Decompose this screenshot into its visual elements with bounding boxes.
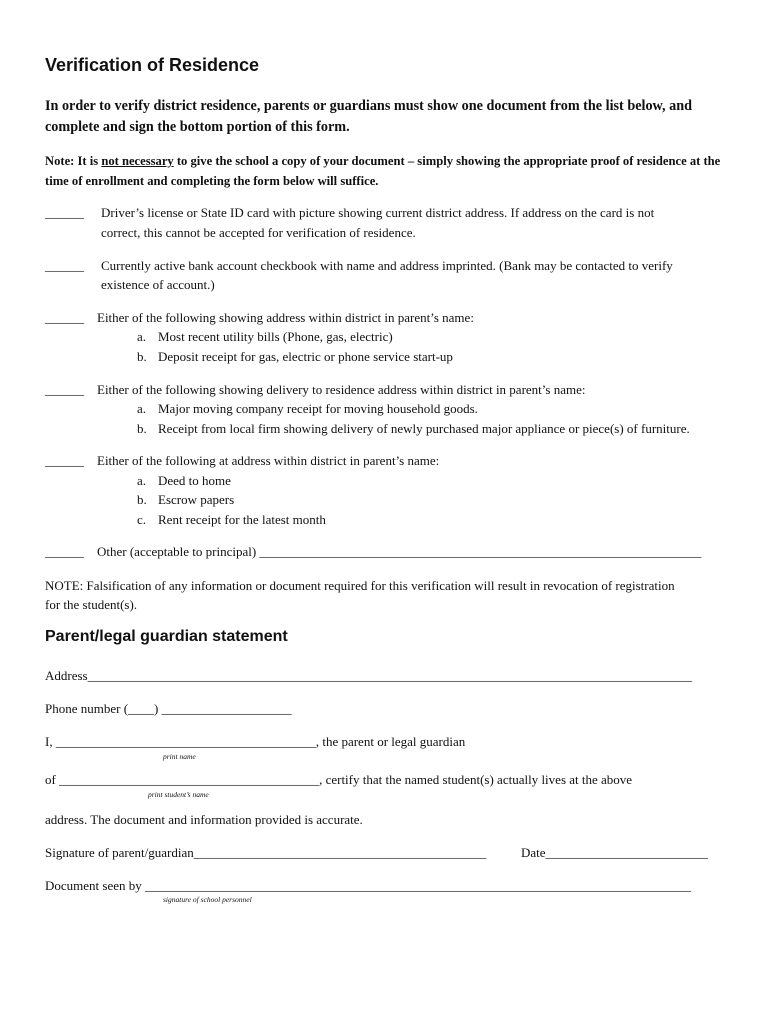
item-3-sub-b-marker: b. [137, 349, 147, 364]
note-prefix: Note: It is [45, 154, 102, 168]
item-5-sub-a-marker: a. [137, 473, 147, 488]
page-title: Verification of Residence [45, 55, 260, 75]
item-1-line-1: Driver’s license or State ID card with picture showing current district address. If address on the card is not [101, 205, 655, 220]
falsification-note-line-1: NOTE: Falsification of any information or document required for this verification will result in revocation of registration [45, 578, 675, 593]
guardian-name-field[interactable]: I, ________________________________________, the parent or legal guardian [45, 734, 466, 749]
item-4-line-1: Either of the following showing delivery to residence address within district in parent’s name: [97, 382, 586, 397]
phone-number-field[interactable]: Phone number (____) ____________________ [45, 701, 292, 716]
print-student-caption: print student’s name [148, 790, 209, 799]
item-1-line-2: correct, this cannot be accepted for verification of residence. [101, 225, 416, 240]
item-5-sub-b-text: Escrow papers [158, 492, 235, 507]
student-name-field[interactable]: of ________________________________________, certify that the named student(s) actually lives at the above [45, 772, 633, 787]
checkbox-blank-3[interactable]: ______ [45, 310, 84, 325]
statement-heading: Parent/legal guardian statement [45, 628, 288, 645]
note-emphasis: not necessary [101, 154, 174, 168]
item-2-line-2: existence of account.) [101, 277, 215, 292]
checkbox-blank-5[interactable]: ______ [45, 453, 84, 468]
checkbox-blank-1[interactable]: ______ [45, 205, 84, 220]
item-5-sub-c-marker: c. [137, 512, 147, 527]
item-3-line-1: Either of the following showing address within district in parent’s name: [97, 310, 474, 325]
accuracy-statement: address. The document and information provided is accurate. [45, 812, 363, 827]
item-3-sub-a-text: Most recent utility bills (Phone, gas, electric) [158, 329, 393, 344]
address-field[interactable]: Address_____________________________________________________________________________________________ [45, 668, 693, 683]
school-personnel-caption: signature of school personnel [163, 895, 252, 904]
item-2-line-1: Currently active bank account checkbook with name and address imprinted. (Bank may be contacted to verify [101, 258, 673, 273]
item-4-sub-b-marker: b. [137, 421, 147, 436]
checkbox-blank-2[interactable]: ______ [45, 258, 84, 273]
document-seen-by-field[interactable]: Document seen by ____________________________________________________________________________________ [45, 878, 692, 893]
item-3-sub-a-marker: a. [137, 329, 147, 344]
item-4-sub-a-text: Major moving company receipt for moving household goods. [158, 401, 478, 416]
item-5-sub-c-text: Rent receipt for the latest month [158, 512, 326, 527]
item-5-sub-b-marker: b. [137, 492, 147, 507]
item-3-sub-b-text: Deposit receipt for gas, electric or phone service start-up [158, 349, 453, 364]
date-field[interactable]: Date_________________________ [521, 845, 709, 860]
checkbox-blank-6[interactable]: ______ [45, 544, 84, 559]
falsification-note-line-2: for the student(s). [45, 597, 138, 612]
note-suffix: to give the school a copy of your document – simply showing the appropriate proof of residence at the time of enrollment and completing the form below will suffice. [45, 154, 721, 188]
item-5-sub-a-text: Deed to home [158, 473, 231, 488]
guardian-signature-field[interactable]: Signature of parent/guardian_____________________________________________ [45, 845, 487, 860]
intro-paragraph: In order to verify district residence, parents or guardians must show one document from the list below, and complete and sign the bottom portion of this form. [45, 98, 692, 135]
item-5-line-1: Either of the following at address within district in parent’s name: [97, 453, 440, 468]
item-6-other-field[interactable]: Other (acceptable to principal) ____________________________________________________________________ [97, 544, 702, 559]
note-paragraph [45, 151, 735, 191]
item-4-sub-a-marker: a. [137, 401, 147, 416]
checkbox-blank-4[interactable]: ______ [45, 382, 84, 397]
item-4-sub-b-text: Receipt from local firm showing delivery of newly purchased major appliance or piece(s) of furniture. [158, 421, 690, 436]
print-name-caption: print name [163, 752, 196, 761]
